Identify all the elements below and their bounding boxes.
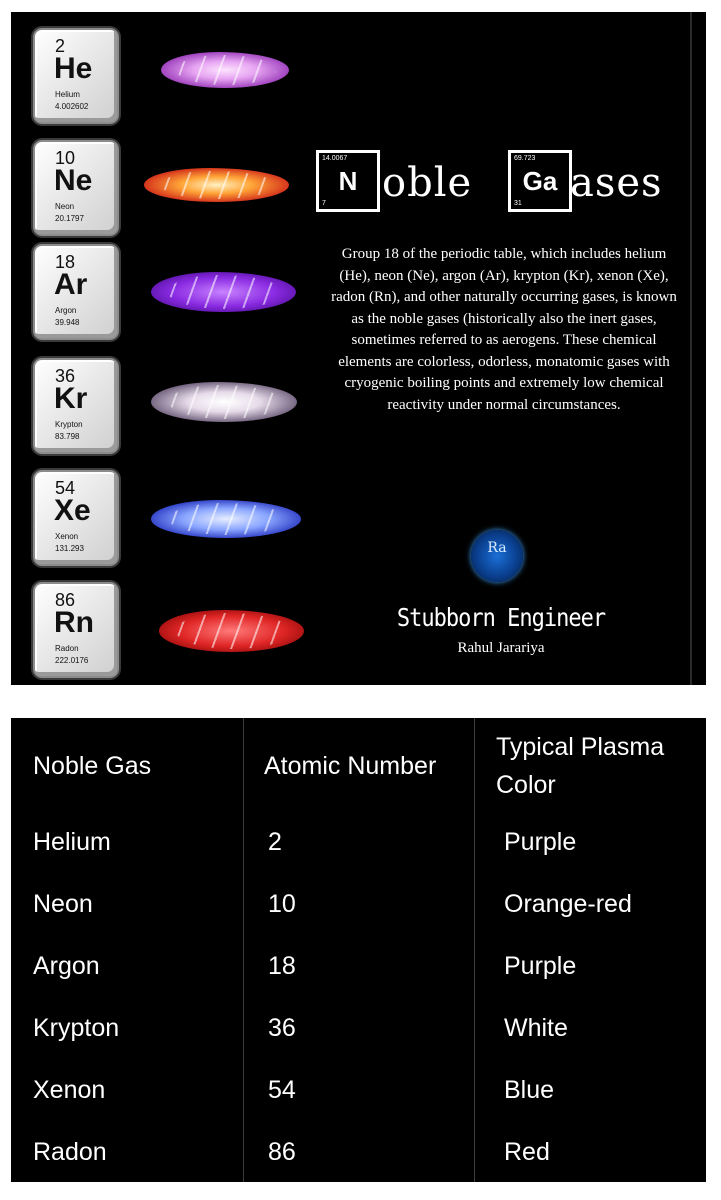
logo-text: Ra [487,540,507,556]
header-atomic-number: Atomic Number [264,752,437,780]
krypton-plasma-tube [151,382,297,422]
argon-plasma-tube [151,272,296,312]
atomic-number: 10 [55,148,76,168]
table-cell-number: 54 [268,1076,296,1104]
element-symbol: Ne [54,164,93,197]
title-element-box-n [316,150,380,212]
table-cell-gas: Xenon [33,1076,106,1104]
element-tile-neon [33,140,119,236]
title-element-box-ga [508,150,572,212]
element-tile-xenon [33,470,119,566]
table-cell-color: Purple [504,952,577,980]
table-cell-color: Red [504,1138,550,1166]
element-tile-krypton [33,358,119,454]
title-box-mass: 69.723 [514,155,536,162]
title-word-ases: ases [570,160,663,206]
title-box-number: 7 [322,200,326,207]
infographic-title [316,150,696,212]
brand-name: Stubborn Engineer [396,604,606,633]
element-symbol: Rn [54,606,94,639]
xenon-plasma-tube [151,500,301,538]
element-tile-argon [33,244,119,340]
noble-gases-infographic [11,12,706,685]
title-word-oble: oble [382,160,473,206]
atomic-number: 54 [55,478,76,498]
table-cell-gas: Neon [33,890,93,918]
description-text: Group 18 of the periodic table, which includes helium (He), neon (Ne), argon (Ar), krypton (Kr), xenon (Xe), radon (Rn), and other naturally occurring gases, is known as the noble gases (historically also the inert gases, sometimes referred to as aerogens. These chemical elements are colorless, odorless, monatomic gases with cryogenic boiling points and extremely low chemical reactivity under normal circumstances. [331,246,677,413]
column-divider [474,718,475,1182]
table-cell-number: 2 [268,828,282,856]
element-symbol: Ar [54,268,88,301]
table-cell-color: Purple [504,828,577,856]
header-plasma-color: Typical Plasma Color [496,733,665,799]
author-name: Rahul Jarariya [457,640,545,656]
table-cell-number: 86 [268,1138,296,1166]
element-name: Argon [55,306,77,315]
column-divider [243,718,244,1182]
title-box-mass: 14.0067 [322,155,348,162]
atomic-number: 2 [55,36,66,56]
atomic-mass: 20.1797 [55,214,84,223]
table-cell-gas: Argon [33,952,100,980]
atomic-mass: 131.293 [55,544,84,553]
atomic-number: 86 [55,590,76,610]
atomic-mass: 4.002602 [55,102,89,111]
atomic-mass: 222.0176 [55,656,89,665]
element-symbol: Xe [54,494,91,527]
element-name: Krypton [55,420,83,429]
logo-badge [471,530,523,582]
element-name: Neon [55,202,75,211]
element-name: Xenon [55,532,79,541]
title-box-symbol: N [338,166,358,196]
atomic-number: 36 [55,366,76,386]
header-noble-gas: Noble Gas [33,752,152,780]
element-tile-helium [33,28,119,124]
atomic-mass: 39.948 [55,318,80,327]
element-name: Helium [55,90,80,99]
table-cell-number: 18 [268,952,296,980]
table-cell-gas: Radon [33,1138,107,1166]
table-cell-color: Blue [504,1076,555,1104]
noble-gases-table [11,718,706,1182]
neon-plasma-tube [144,168,289,202]
table-cell-number: 10 [268,890,296,918]
title-box-symbol: Ga [522,166,558,196]
helium-plasma-tube [161,52,289,88]
element-symbol: He [54,52,93,85]
table-cell-color: White [504,1014,568,1042]
title-box-number: 31 [514,200,522,207]
radon-plasma-tube [159,610,304,652]
element-symbol: Kr [54,382,88,415]
table-cell-color: Orange-red [504,890,632,918]
element-tile-radon [33,582,119,678]
table-cell-gas: Krypton [33,1014,120,1042]
table-cell-number: 36 [268,1014,296,1042]
atomic-mass: 83.798 [55,432,80,441]
table-cell-gas: Helium [33,828,111,856]
atomic-number: 18 [55,252,76,272]
element-name: Radon [55,644,79,653]
panel-edge [690,12,692,685]
